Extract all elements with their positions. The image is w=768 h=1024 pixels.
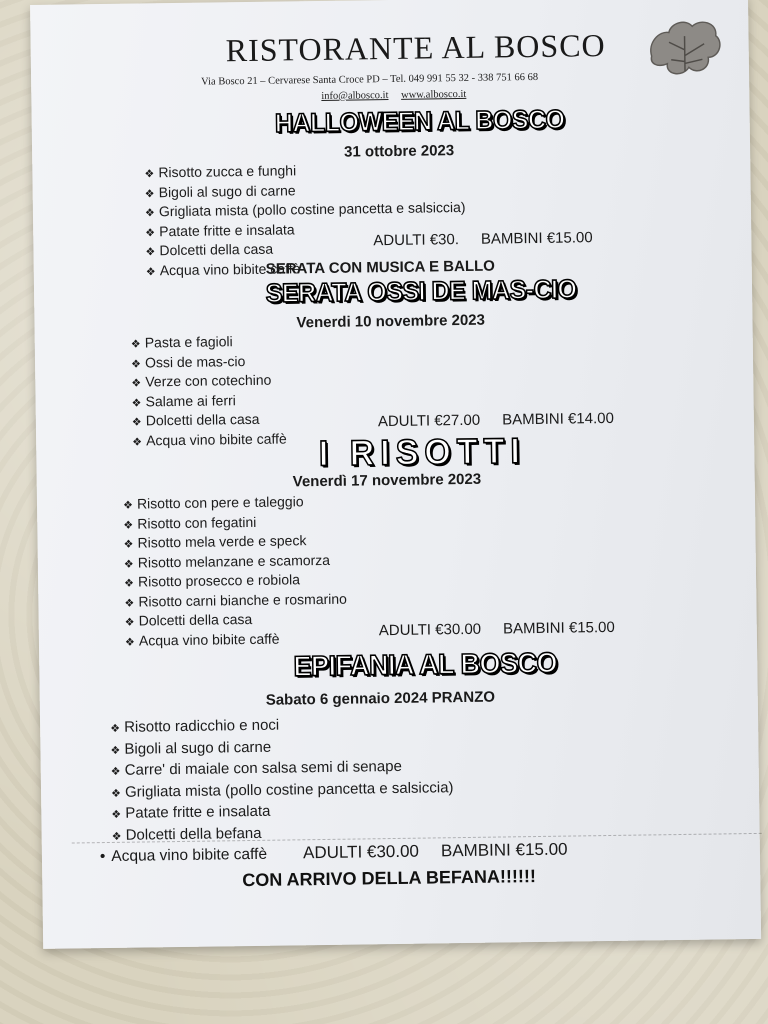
list-item: ❖ Bigoli al sugo di carne xyxy=(145,179,466,203)
diamond-bullet-icon: ❖ xyxy=(110,744,121,757)
adult-price: ADULTI €30.00 xyxy=(302,841,420,863)
diamond-bullet-icon: ❖ xyxy=(110,765,121,778)
halloween-prices xyxy=(373,229,615,249)
diamond-bullet-icon: ❖ xyxy=(124,636,135,649)
risotti-date: Venerdì 17 novembre 2023 xyxy=(292,470,482,491)
child-price: BAMBINI €15.00 xyxy=(502,618,615,638)
list-item: ❖ Dolcetti della befana xyxy=(111,821,454,847)
list-item: ❖ Carre' di maiale con salsa semi di senape xyxy=(111,756,454,782)
menu-flyer xyxy=(30,0,761,949)
diamond-bullet-icon: ❖ xyxy=(131,396,142,410)
epifania-date: Sabato 6 gennaio 2024 PRANZO xyxy=(265,688,496,709)
epifania-menu-list xyxy=(110,713,454,847)
website-link[interactable]: www.albosco.it xyxy=(401,88,467,101)
diamond-bullet-icon: ❖ xyxy=(145,246,156,259)
closing-note: CON ARRIVO DELLA BEFANA!!!!!! xyxy=(242,866,537,891)
list-item: Acqua vino bibite caffè xyxy=(111,845,268,865)
list-item: ❖ Grigliata mista (pollo costine pancetta e salsiccia) xyxy=(145,199,466,223)
risotti-menu-list xyxy=(123,493,348,652)
child-price: BAMBINI €15.00 xyxy=(440,839,568,861)
risotti-title: I RISOTTI xyxy=(318,431,527,474)
diamond-bullet-icon: ❖ xyxy=(110,722,121,735)
child-price: BAMBINI €14.00 xyxy=(502,409,614,429)
diamond-bullet-icon: ❖ xyxy=(110,787,122,800)
list-item: ❖ Verze con cotechino xyxy=(131,371,286,393)
diamond-bullet-icon: ❖ xyxy=(145,226,156,239)
diamond-bullet-icon: ❖ xyxy=(130,338,141,351)
diamond-bullet-icon: ❖ xyxy=(145,265,156,278)
list-item: ❖ Risotto melanzane e scamorza xyxy=(124,551,347,574)
ossi-title: SERATA OSSI DE MAS-CIO xyxy=(265,274,577,309)
halloween-date: 31 ottobre 2023 xyxy=(344,142,455,161)
diamond-bullet-icon: ❖ xyxy=(123,538,134,551)
list-item: ❖ Patate fritte e insalata xyxy=(145,218,466,242)
risotti-prices xyxy=(379,619,637,640)
diamond-bullet-icon: ❖ xyxy=(111,808,122,821)
ossi-date: Venerdi 10 novembre 2023 xyxy=(296,311,486,332)
list-item: ❖ Acqua vino bibite caffè xyxy=(132,430,287,452)
diamond-bullet-icon: ❖ xyxy=(130,357,142,371)
restaurant-contacts xyxy=(321,89,476,102)
list-item: ❖ Dolcetti della casa xyxy=(125,610,348,633)
list-item: ❖ Grigliata mista (pollo costine pancetta e salsiccia) xyxy=(111,778,454,804)
diamond-bullet-icon: ❖ xyxy=(144,168,155,181)
halloween-title: HALLOWEEN AL BOSCO xyxy=(274,104,565,139)
diamond-bullet-icon: ❖ xyxy=(132,435,143,449)
list-item: ❖ Risotto con fegatini xyxy=(123,512,346,535)
ossi-prices xyxy=(378,410,636,431)
child-price: BAMBINI €15.00 xyxy=(480,229,593,248)
diamond-bullet-icon: ❖ xyxy=(131,377,142,390)
list-item: ❖ Bigoli al sugo di carne xyxy=(110,735,453,761)
list-item: ❖ Risotto mela verde e speck xyxy=(123,532,346,555)
list-item: ❖ Salame ai ferri xyxy=(131,391,286,413)
diamond-bullet-icon: ❖ xyxy=(111,830,122,843)
adult-price: ADULTI €27.00 xyxy=(377,411,481,431)
diamond-bullet-icon: ❖ xyxy=(123,558,134,571)
diamond-bullet-icon: ❖ xyxy=(124,616,135,629)
epifania-last-line: • Acqua vino bibite caffè ADULTI €30.00 BAMBINI €15.00 xyxy=(99,839,568,866)
diamond-bullet-icon: ❖ xyxy=(131,416,142,429)
list-item: ❖ Risotto radicchio e noci xyxy=(110,713,453,739)
epifania-title: EPIFANIA AL BOSCO xyxy=(293,646,558,683)
music-note: SERATA CON MUSICA E BALLO xyxy=(265,257,496,278)
diamond-bullet-icon: ❖ xyxy=(144,187,155,200)
list-item: ❖ Risotto prosecco e robiola xyxy=(124,571,347,594)
diamond-bullet-icon: ❖ xyxy=(144,207,155,220)
diamond-bullet-icon: ❖ xyxy=(123,519,134,532)
diamond-bullet-icon: ❖ xyxy=(124,577,135,590)
list-item: ❖ Dolcetti della casa xyxy=(145,238,466,262)
list-item: ❖ Risotto carni bianche e rosmarino xyxy=(124,590,347,613)
list-item: ❖ Risotto con pere e taleggio xyxy=(123,493,346,516)
ossi-menu-list xyxy=(131,332,287,451)
diamond-bullet-icon: ❖ xyxy=(124,597,135,610)
list-item: ❖ Risotto zucca e funghi xyxy=(144,160,465,184)
email-link[interactable]: info@albosco.it xyxy=(321,90,389,102)
adult-price: ADULTI €30. xyxy=(373,231,460,250)
list-item: ❖ Acqua vino bibite caffè xyxy=(125,629,348,652)
list-item: ❖ Acqua vino bibite caffè xyxy=(146,257,467,281)
list-item: ❖ Patate fritte e insalata xyxy=(111,799,454,825)
diamond-bullet-icon: ❖ xyxy=(122,499,133,512)
list-item: ❖ Dolcetti della casa xyxy=(132,410,287,432)
list-item: ❖ Pasta e fagioli xyxy=(131,332,286,354)
restaurant-address: Via Bosco 21 – Cervarese Santa Croce PD – Tel. 049 991 55 32 - 338 751 66 68 xyxy=(201,71,539,88)
adult-price: ADULTI €30.00 xyxy=(378,620,482,640)
restaurant-name: RISTORANTE AL BOSCO xyxy=(225,26,606,69)
list-item: ❖ Ossi de mas-cio xyxy=(131,352,286,374)
